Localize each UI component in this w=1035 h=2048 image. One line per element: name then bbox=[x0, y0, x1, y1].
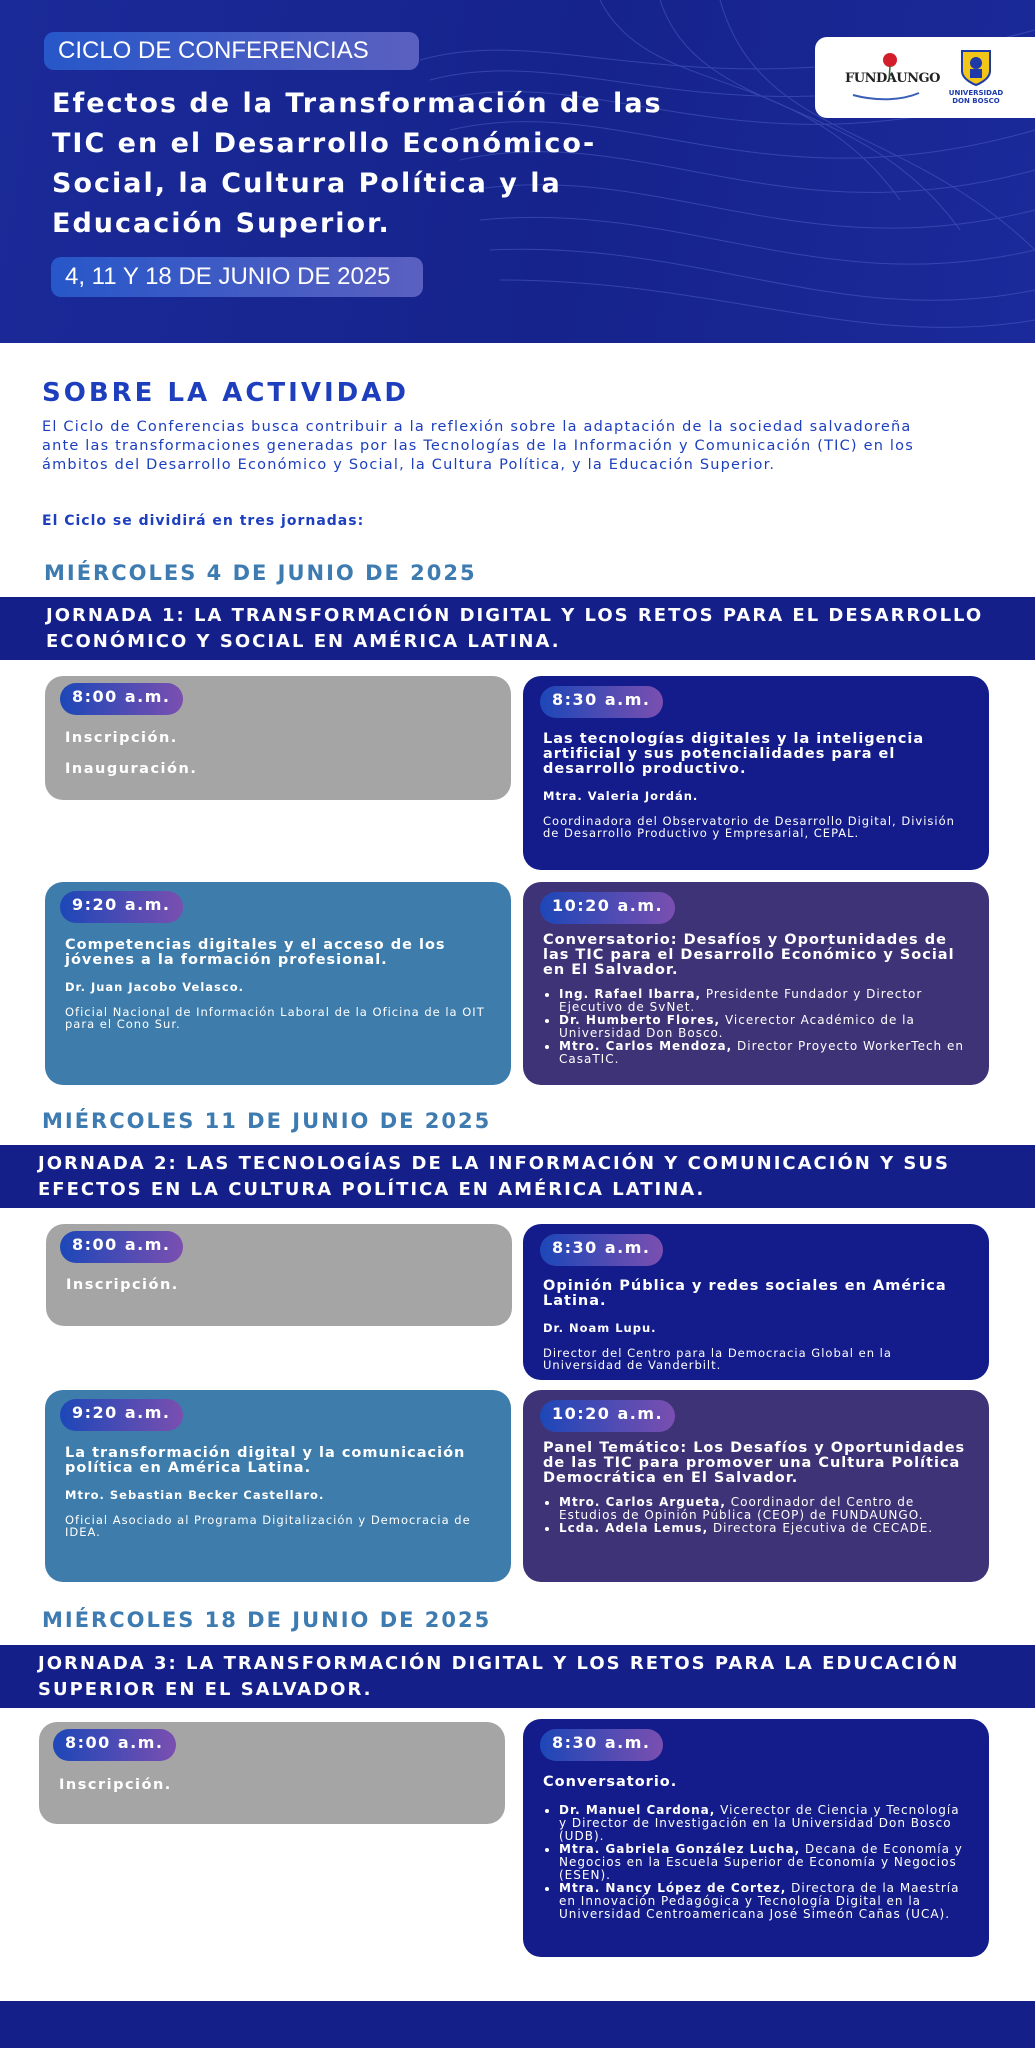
panelist-role: Directora Ejecutiva de CECADE. bbox=[708, 1521, 934, 1535]
panelist-role: Directora de la Maestría en Innovación Pedagógica y Tecnología Digital en la Universidad Centroamericana José Simeón Cañas (UCA). bbox=[559, 1881, 960, 1921]
jornada-1-date: MIÉRCOLES 4 DE JUNIO DE 2025 bbox=[44, 561, 477, 585]
panelist-name: Dr. Humberto Flores, bbox=[559, 1013, 721, 1027]
panel-list bbox=[543, 988, 971, 1066]
session-speaker: Mtro. Sebastian Becker Castellaro. bbox=[65, 1488, 325, 1502]
panelist-role: Coordinador del Centro de Estudios de Opinión Pública (CEOP) de FUNDAUNGO. bbox=[559, 1495, 924, 1522]
panelist-name: Dr. Manuel Cardona, bbox=[559, 1803, 716, 1817]
panel-list bbox=[543, 1804, 971, 1921]
panelist bbox=[559, 1882, 971, 1921]
event-dates: 4, 11 Y 18 DE JUNIO DE 2025 bbox=[51, 257, 423, 297]
cycle-label: CICLO DE CONFERENCIAS bbox=[44, 32, 419, 70]
panelist bbox=[559, 1014, 971, 1040]
session-line: Inauguración. bbox=[65, 761, 198, 777]
session-time: 8:00 a.m. bbox=[53, 1729, 176, 1761]
session-speaker-role: Coordinadora del Observatorio de Desarrollo Digital, División de Desarrollo Productivo y Empresarial, CEPAL. bbox=[543, 814, 955, 840]
jornada-3-banner bbox=[0, 1645, 1035, 1708]
session-j2-1020 bbox=[523, 1390, 989, 1582]
session-time: 8:30 a.m. bbox=[540, 1729, 663, 1761]
about-text: El Ciclo de Conferencias busca contribuir a la reflexión sobre la adaptación de la sociedad salvadoreña ante las transformaciones generadas por las Tecnologías de la Información y Comunicación (TIC) en los ámbitos del Desarrollo Económico y Social, la Cultura Política, y la Educación Superior. bbox=[42, 419, 914, 473]
session-speaker-role: Oficial Nacional de Información Laboral de la Oficina de la OIT para el Cono Sur. bbox=[65, 1005, 485, 1031]
fundaungo-logo bbox=[845, 51, 940, 103]
jornada-1-title: JORNADA 1: LA TRANSFORMACIÓN DIGITAL Y LOS RETOS PARA EL DESARROLLO ECONÓMICO Y SOCIAL EN AMÉRICA LATINA. bbox=[46, 605, 984, 652]
hero-banner bbox=[0, 0, 1035, 343]
session-speaker: Dr. Juan Jacobo Velasco. bbox=[65, 980, 244, 994]
udb-wordmark: UNIVERSIDAD DON BOSCO bbox=[948, 89, 1004, 105]
session-j1-1020 bbox=[523, 882, 989, 1085]
session-line: Inscripción. bbox=[66, 1277, 179, 1293]
session-line: Inscripción. bbox=[65, 730, 178, 746]
panelist-name: Mtra. Gabriela González Lucha, bbox=[559, 1842, 801, 1856]
panelist bbox=[559, 1804, 971, 1843]
session-title: Las tecnologías digitales y la inteligencia artificial y sus potencialidades para el desarrollo productivo. bbox=[543, 731, 925, 777]
session-time: 8:00 a.m. bbox=[60, 1231, 183, 1263]
session-j1-0800 bbox=[45, 676, 511, 800]
panelist bbox=[559, 1843, 971, 1882]
panel-list bbox=[543, 1496, 971, 1535]
session-time: 10:20 a.m. bbox=[540, 1400, 675, 1432]
udb-shield-icon bbox=[959, 49, 993, 87]
panelist bbox=[559, 1496, 971, 1522]
session-j3-0800 bbox=[39, 1722, 505, 1824]
session-title: Competencias digitales y el acceso de los jóvenes a la formación profesional. bbox=[65, 937, 446, 968]
panelist bbox=[559, 988, 971, 1014]
session-time: 9:20 a.m. bbox=[60, 891, 183, 923]
panelist-role: Vicerector Académico de la Universidad Don Bosco. bbox=[559, 1013, 915, 1040]
about-title: SOBRE LA ACTIVIDAD bbox=[42, 378, 409, 408]
session-speaker: Dr. Noam Lupu. bbox=[543, 1321, 657, 1335]
session-j3-0830 bbox=[523, 1719, 989, 1957]
session-time: 8:00 a.m. bbox=[60, 683, 183, 715]
footer-band bbox=[0, 2001, 1035, 2048]
session-j1-0920 bbox=[45, 882, 511, 1085]
session-title: Conversatorio: Desafíos y Oportunidades de las TIC para el Desarrollo Económico y Social en El Salvador. bbox=[543, 932, 955, 978]
session-time: 8:30 a.m. bbox=[540, 1234, 663, 1266]
jornada-3-title: JORNADA 3: LA TRANSFORMACIÓN DIGITAL Y LOS RETOS PARA LA EDUCACIÓN SUPERIOR EN EL SALVADOR. bbox=[38, 1653, 960, 1700]
jornada-2-date: MIÉRCOLES 11 DE JUNIO DE 2025 bbox=[42, 1109, 492, 1133]
session-title: La transformación digital y la comunicación política en América Latina. bbox=[65, 1445, 466, 1476]
panelist bbox=[559, 1522, 971, 1535]
panelist-name: Mtro. Carlos Argueta, bbox=[559, 1495, 726, 1509]
jornada-1-banner bbox=[0, 597, 1035, 660]
session-speaker-role: Oficial Asociado al Programa Digitalización y Democracia de IDEA. bbox=[65, 1513, 471, 1539]
session-title: Opinión Pública y redes sociales en América Latina. bbox=[543, 1278, 947, 1309]
jornada-3-date: MIÉRCOLES 18 DE JUNIO DE 2025 bbox=[42, 1608, 492, 1632]
session-speaker-role: Director del Centro para la Democracia Global en la Universidad de Vanderbilt. bbox=[543, 1346, 892, 1372]
panelist-name: Lcda. Adela Lemus, bbox=[559, 1521, 709, 1535]
session-title: Conversatorio. bbox=[543, 1774, 678, 1790]
panelist-name: Mtro. Carlos Mendoza, bbox=[559, 1039, 733, 1053]
session-time: 8:30 a.m. bbox=[540, 686, 663, 718]
session-time: 9:20 a.m. bbox=[60, 1399, 183, 1431]
udb-logo bbox=[945, 49, 1007, 109]
session-j2-0830 bbox=[523, 1224, 989, 1380]
panelist bbox=[559, 1040, 971, 1066]
panelist-role: Decana de Economía y Negocios en la Escuela Superior de Economía y Negocios (ESEN). bbox=[559, 1842, 963, 1882]
session-title: Panel Temático: Los Desafíos y Oportunidades de las TIC para promover una Cultura Política Democrática en El Salvador. bbox=[543, 1440, 966, 1486]
panelist-role: Presidente Fundador y Director Ejecutivo de SvNet. bbox=[559, 987, 923, 1014]
panelist-role: Vicerector de Ciencia y Tecnología y Director de Investigación en la Universidad Don Bosco (UDB). bbox=[559, 1803, 960, 1843]
session-line: Inscripción. bbox=[59, 1777, 172, 1793]
jornada-2-title: JORNADA 2: LAS TECNOLOGÍAS DE LA INFORMACIÓN Y COMUNICACIÓN Y SUS EFECTOS EN LA CULTURA POLÍTICA EN AMÉRICA LATINA. bbox=[38, 1153, 950, 1200]
session-j1-0830 bbox=[523, 676, 989, 870]
session-time: 10:20 a.m. bbox=[540, 892, 675, 924]
fundaungo-wordmark: FUNDAUNGO bbox=[845, 71, 940, 86]
panelist-role: Director Proyecto WorkerTech en CasaTIC. bbox=[559, 1039, 964, 1066]
session-speaker: Mtra. Valeria Jordán. bbox=[543, 789, 699, 803]
jornada-2-banner bbox=[0, 1145, 1035, 1208]
session-j2-0800 bbox=[46, 1224, 512, 1326]
session-j2-0920 bbox=[45, 1390, 511, 1582]
partner-logos bbox=[815, 37, 1035, 118]
panelist-name: Mtra. Nancy López de Cortez, bbox=[559, 1881, 787, 1895]
event-title: Efectos de la Transformación de las TIC en el Desarrollo Económico-Social, la Cultura Política y la Educación Superior. bbox=[52, 88, 663, 239]
about-note: El Ciclo se dividirá en tres jornadas: bbox=[42, 513, 365, 529]
panelist-name: Ing. Rafael Ibarra, bbox=[559, 987, 702, 1001]
